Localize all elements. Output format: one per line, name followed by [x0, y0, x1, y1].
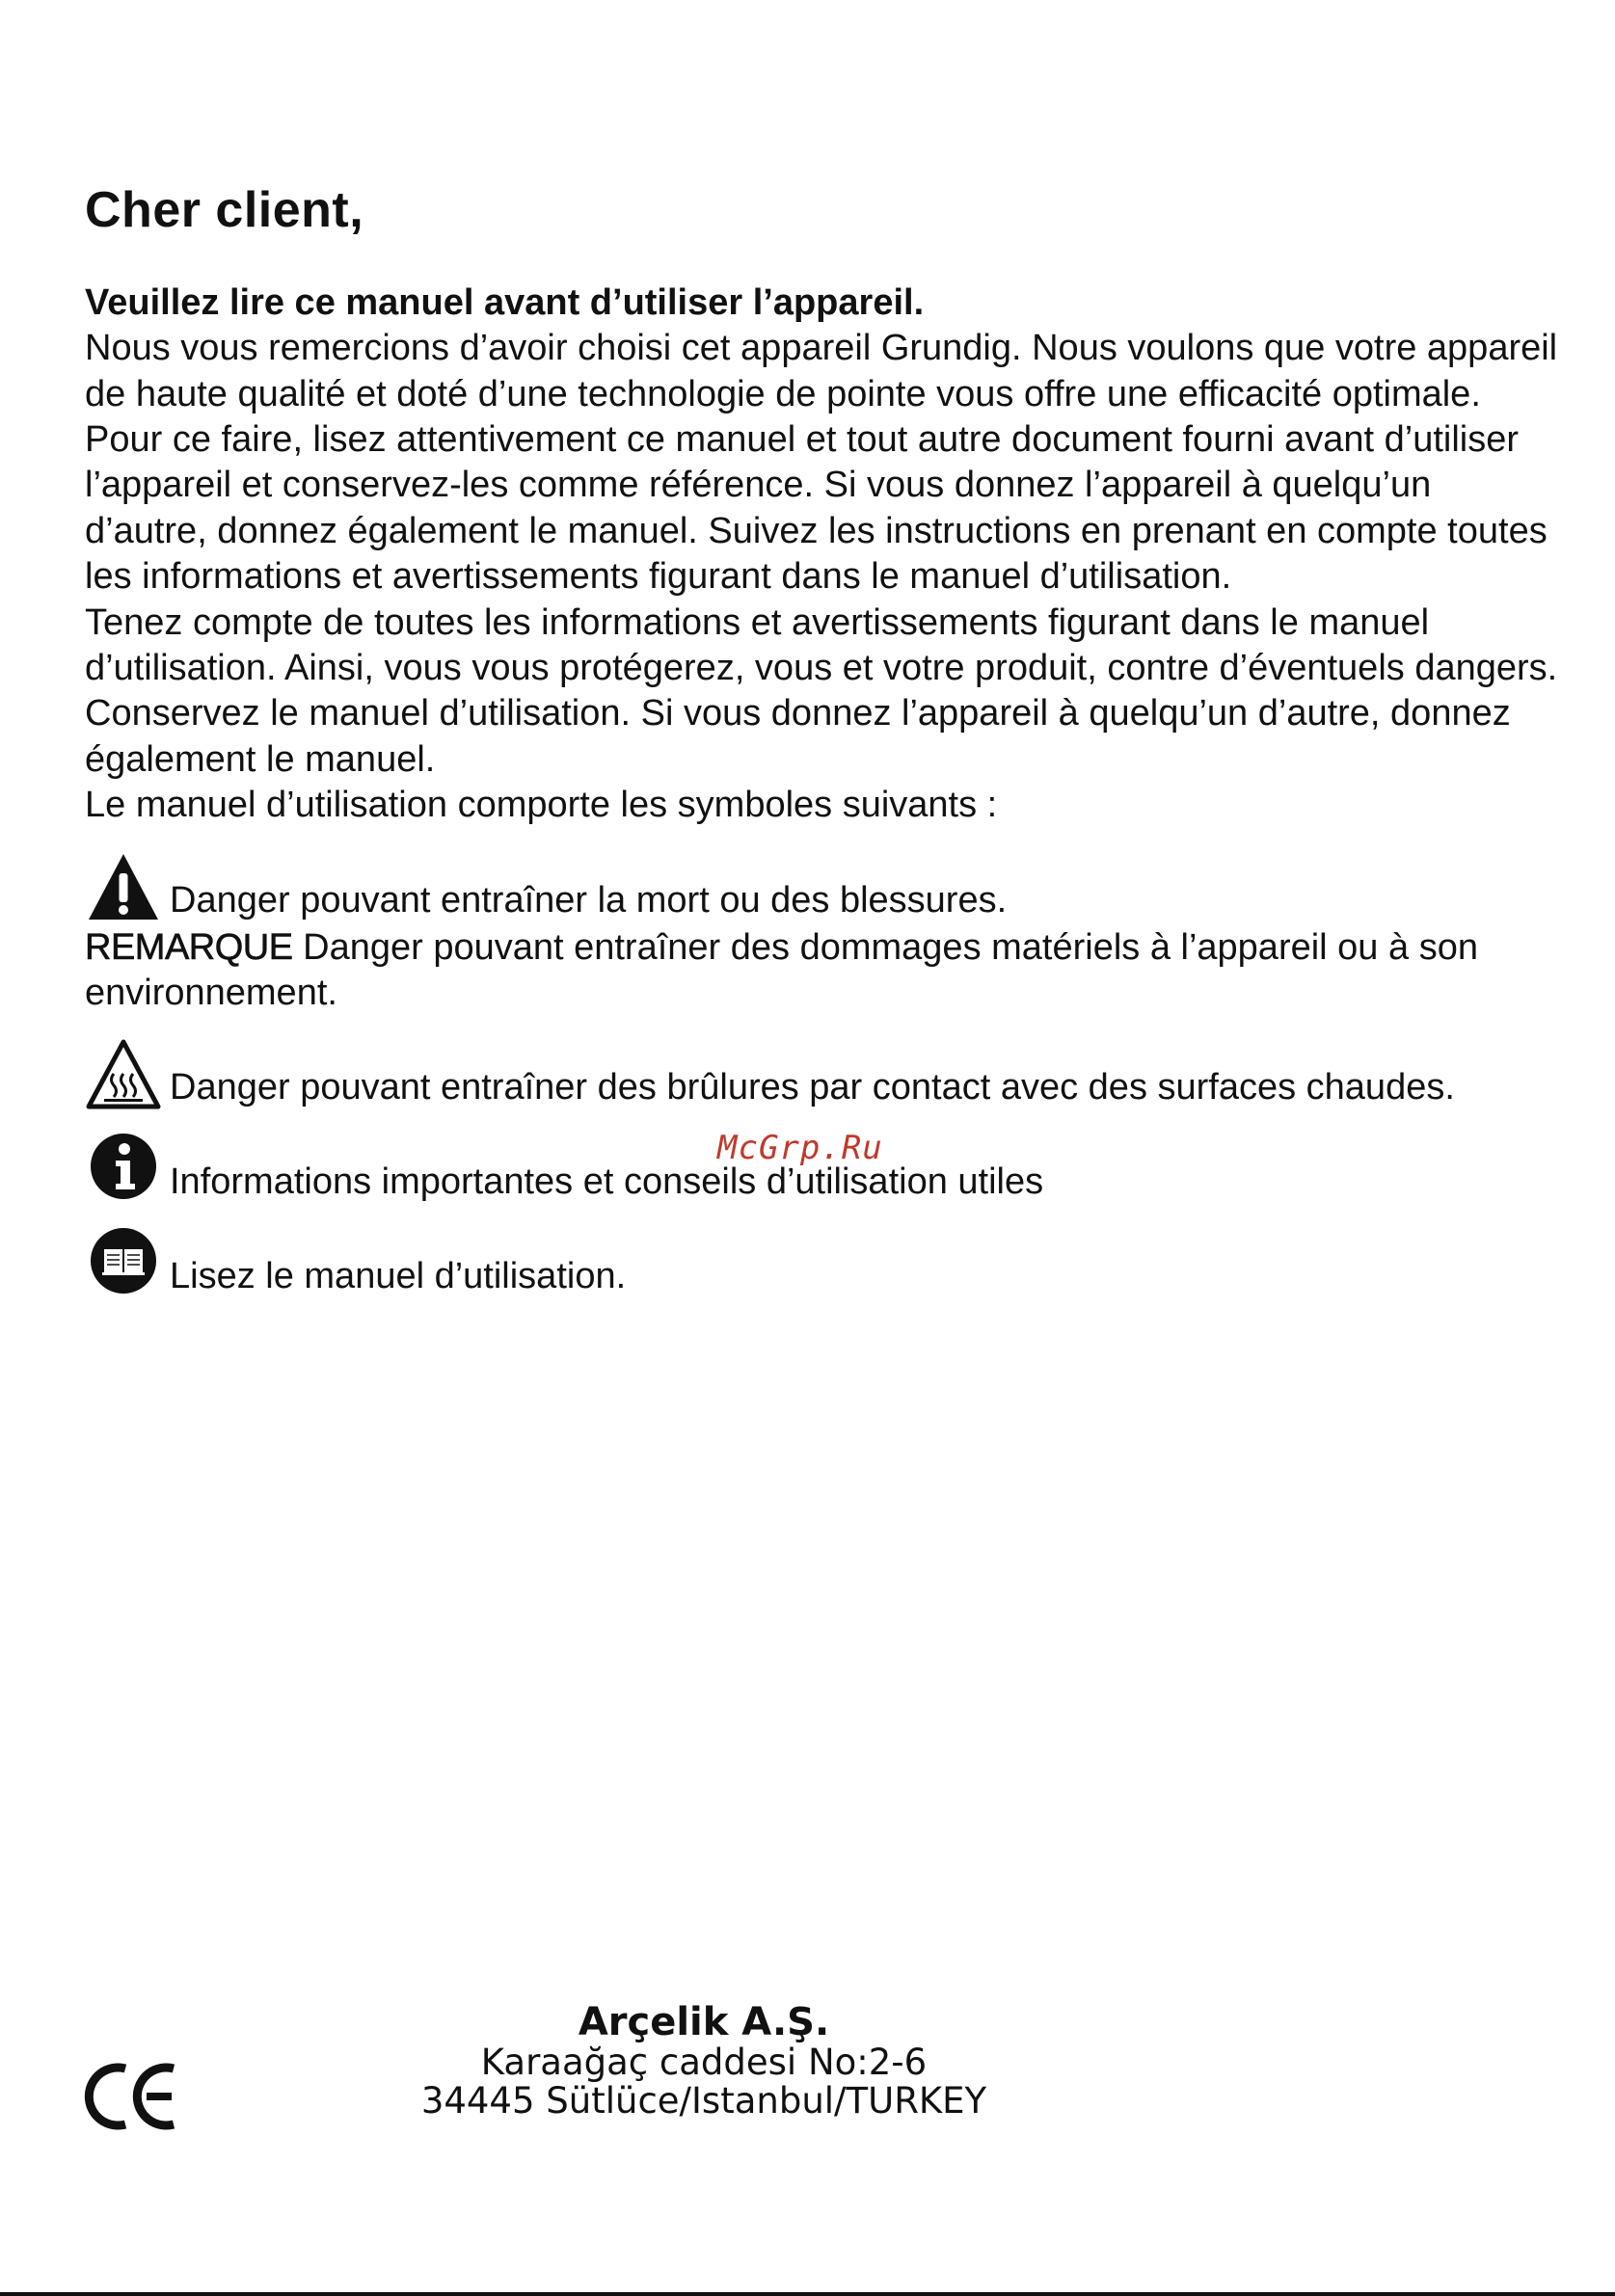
- symbol-row-remark: [85, 925, 1560, 1016]
- attention-paragraph: Tenez compte de toutes les informations et avertissements figurant dans le manuel d’utilisation. Ainsi, vous vous protégerez, vous et votre produit, contre d’éventuels dangers.: [85, 601, 1558, 689]
- symbol-danger-text: Danger pouvant entraîner la mort ou des blessures.: [170, 879, 1008, 921]
- address-city: 34445 Sütlüce/Istanbul/TURKEY: [420, 2080, 987, 2122]
- company-name: Arçelik A.Ş.: [578, 2000, 830, 2044]
- symbol-row-book: [85, 1224, 1560, 1301]
- symbol-hot-text: Danger pouvant entraîner des brûlures par contact avec des surfaces chaudes.: [170, 1066, 1455, 1108]
- warning-triangle-icon: [85, 848, 162, 925]
- page-subtitle: Veuillez lire ce manuel avant d’utiliser l’appareil.: [85, 282, 925, 324]
- manufacturer-address: [0, 2001, 1408, 2121]
- symbols-intro-paragraph: Le manuel d’utilisation comporte les symboles suivants :: [85, 785, 998, 826]
- keep-manual-paragraph: Conservez le manuel d’utilisation. Si vous donnez l’appareil à quelqu’un d’autre, donnez également le manuel.: [85, 693, 1511, 780]
- symbol-row-danger: [85, 848, 1560, 925]
- bottom-border: [0, 2292, 1615, 2296]
- symbol-info-text: Informations importantes et conseils d’utilisation utiles: [170, 1161, 1044, 1202]
- hot-surface-icon: [85, 1035, 162, 1112]
- watermark: McGrp.Ru: [717, 1129, 883, 1167]
- remark-keyword: REMARQUE: [85, 926, 293, 968]
- remark-text: Danger pouvant entraîner des dommages matériels à l’appareil ou à son environnement.: [85, 926, 1478, 1013]
- read-manual-icon: [85, 1224, 162, 1301]
- address-street: Karaağaç caddesi No:2-6: [480, 2042, 928, 2083]
- page-title: Cher client,: [85, 182, 364, 238]
- symbol-book-text: Lisez le manuel d’utilisation.: [170, 1255, 627, 1296]
- info-icon: [85, 1130, 162, 1207]
- symbol-row-hot: [85, 1035, 1560, 1112]
- intro-paragraph: Nous vous remercions d’avoir choisi cet appareil Grundig. Nous voulons que votre appareil de haute qualité et doté d’une technologie de pointe vous offre une efficacité optimale. Pour ce faire, lisez attentivement ce manuel et tout autre document fourni avant d’utiliser l’appareil et conservez-les comme référence. Si vous donnez l’appareil à quelqu’un d’autre, donnez également le manuel. Suivez les instructions en prenant en compte toutes les informations et avertissements figurant dans le manuel d’utilisation.: [85, 328, 1558, 598]
